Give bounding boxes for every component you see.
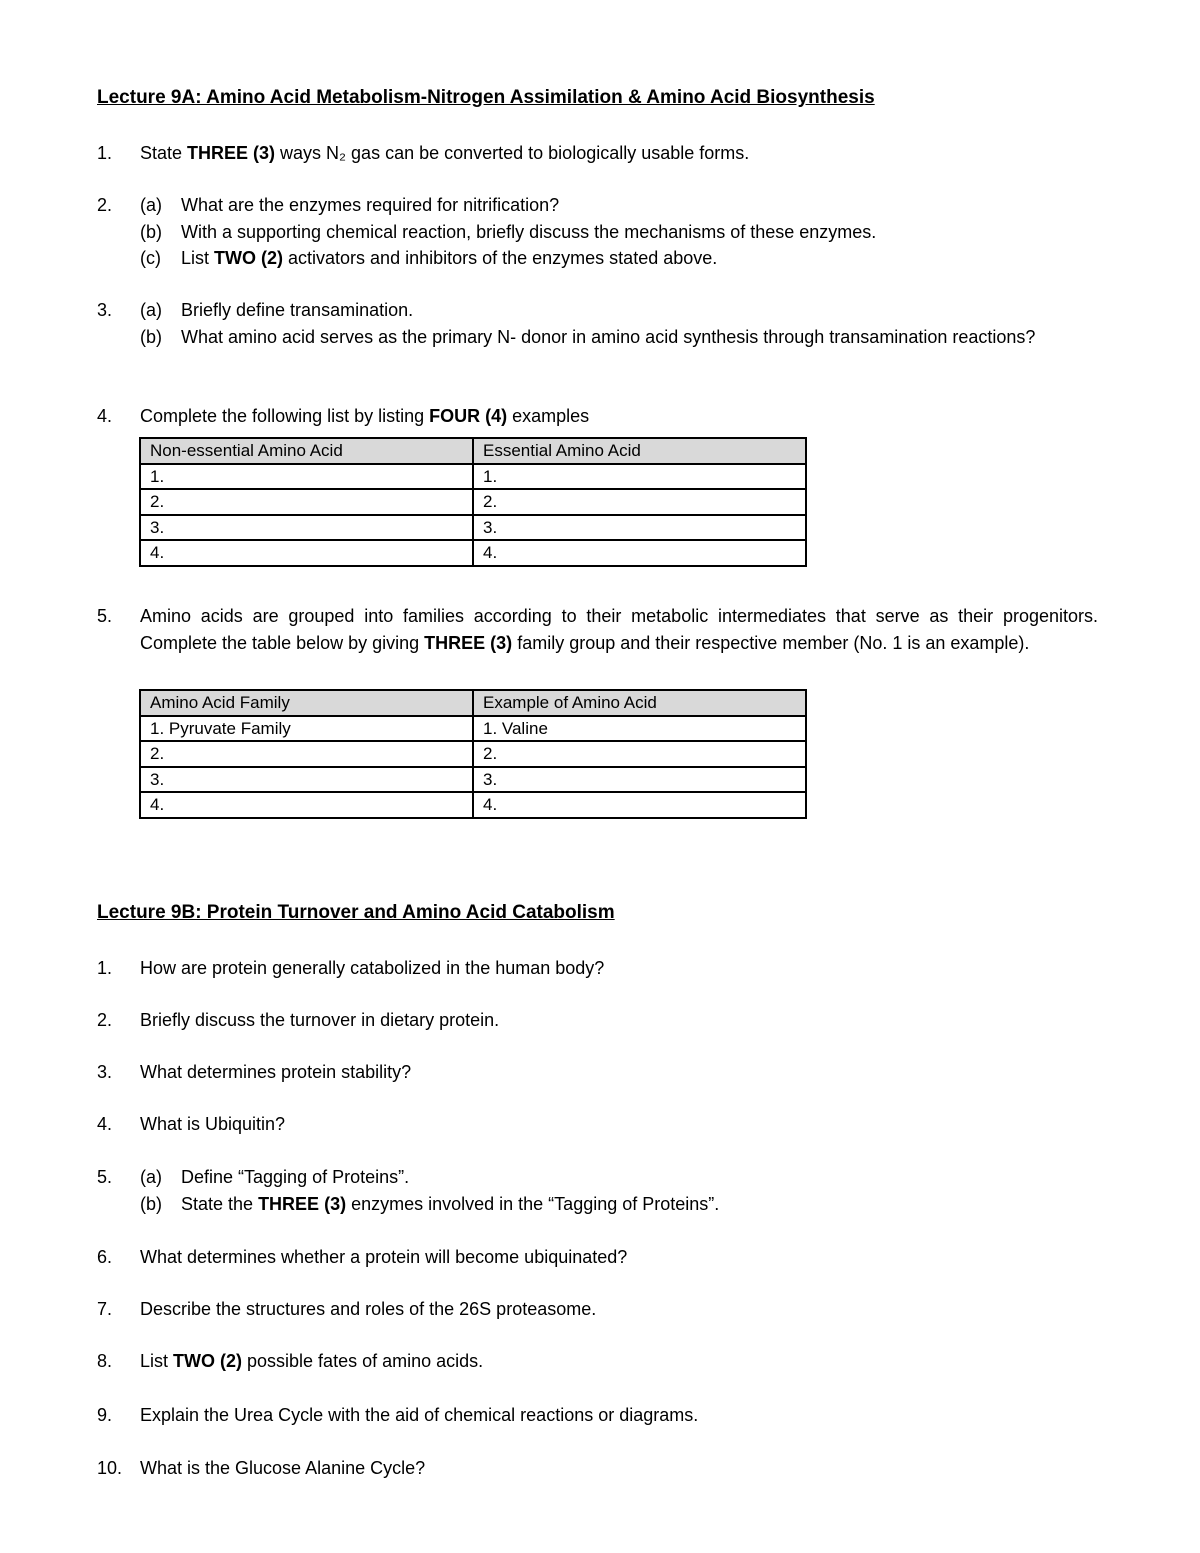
table-header-cell: Example of Amino Acid (473, 690, 806, 716)
table-cell: 2. (140, 741, 473, 767)
table-row (140, 540, 806, 566)
question-number: 2. (97, 1010, 113, 1030)
table-cell: 4. (473, 540, 806, 566)
table-row (140, 464, 806, 490)
question-a5: 5. Amino acids are grouped into families according to their metabolic intermediates that serve as their progenitors. Complete the table below by giving THREE (3) family group and their respective member (No. 1 is an example). (97, 603, 1098, 656)
question-number: 4. (97, 406, 113, 426)
table-row (140, 792, 806, 818)
sub-question-b: (b) What amino acid serves as the primary N- donor in amino acid synthesis through transamination reactions? (140, 326, 1036, 347)
table-header-cell: Essential Amino Acid (473, 438, 806, 464)
sub-question-a: (a) Briefly define transamination. (140, 300, 414, 320)
question-number: 1. (97, 143, 113, 163)
question-a3 (97, 297, 1098, 350)
table-cell: 2. (140, 489, 473, 515)
table-cell: 2. (473, 489, 806, 515)
table-row (140, 767, 806, 793)
question-number: 5. (97, 1167, 113, 1187)
table-cell: 4. (473, 792, 806, 818)
table-row (140, 515, 806, 541)
table-cell: 3. (473, 767, 806, 793)
question-number: 4. (97, 1114, 113, 1134)
table-cell: 4. (140, 540, 473, 566)
sub-question-b: (b) With a supporting chemical reaction, briefly discuss the mechanisms of these enzymes. (140, 221, 877, 242)
question-b7: 7. Describe the structures and roles of the 26S proteasome. (97, 1296, 1098, 1323)
section-a-heading: Lecture 9A: Amino Acid Metabolism-Nitrogen Assimilation & Amino Acid Biosynthesis (97, 87, 875, 108)
sub-question-a: (a) What are the enzymes required for nitrification? (140, 195, 560, 215)
question-b10: 10. What is the Glucose Alanine Cycle? (97, 1455, 1098, 1482)
question-number: 9. (97, 1405, 113, 1425)
question-a1: 1. State THREE (3) ways N₂ gas can be converted to biologically usable forms. (97, 140, 1098, 167)
table-row (140, 489, 806, 515)
question-number: 8. (97, 1351, 113, 1371)
question-b3: 3. What determines protein stability? (97, 1059, 1098, 1086)
question-b6: 6. What determines whether a protein will become ubiquinated? (97, 1244, 1098, 1271)
table-row (140, 716, 806, 742)
sub-question-c: (c) List TWO (2) activators and inhibitors of the enzymes stated above. (140, 248, 718, 268)
amino-acid-list-table (139, 437, 807, 567)
table-cell: 1. (140, 464, 473, 490)
question-a4: 4. Complete the following list by listing FOUR (4) examples (97, 403, 1098, 430)
question-b4: 4. What is Ubiquitin? (97, 1111, 1098, 1138)
sub-question-b: (b) State the THREE (3) enzymes involved in the “Tagging of Proteins”. (140, 1193, 720, 1214)
question-number: 6. (97, 1247, 113, 1267)
question-b2: 2. Briefly discuss the turnover in dietary protein. (97, 1007, 1098, 1034)
question-number: 7. (97, 1299, 113, 1319)
question-number: 1. (97, 958, 113, 978)
table-row (140, 741, 806, 767)
table-header-cell: Non-essential Amino Acid (140, 438, 473, 464)
table-cell: 1. Pyruvate Family (140, 716, 473, 742)
table-cell: 1. (473, 464, 806, 490)
table-cell: 3. (140, 515, 473, 541)
question-b5 (97, 1164, 1098, 1217)
table-header-cell: Amino Acid Family (140, 690, 473, 716)
question-number: 2. (97, 195, 113, 215)
sub-question-a: (a) Define “Tagging of Proteins”. (140, 1167, 410, 1187)
question-a2 (97, 192, 1098, 272)
section-b-heading: Lecture 9B: Protein Turnover and Amino Acid Catabolism (97, 902, 615, 923)
table-cell: 4. (140, 792, 473, 818)
question-number: 3. (97, 1062, 113, 1082)
table-cell: 3. (473, 515, 806, 541)
question-number: 10. (97, 1458, 123, 1478)
table-cell: 3. (140, 767, 473, 793)
question-number: 5. (97, 606, 113, 626)
table-cell: 1. Valine (473, 716, 806, 742)
question-number: 3. (97, 300, 113, 320)
question-b9: 9. Explain the Urea Cycle with the aid of chemical reactions or diagrams. (97, 1402, 1098, 1429)
amino-acid-family-table (139, 689, 807, 819)
question-b1: 1. How are protein generally catabolized in the human body? (97, 955, 1098, 982)
table-cell: 2. (473, 741, 806, 767)
question-b8: 8. List TWO (2) possible fates of amino acids. (97, 1348, 1098, 1375)
